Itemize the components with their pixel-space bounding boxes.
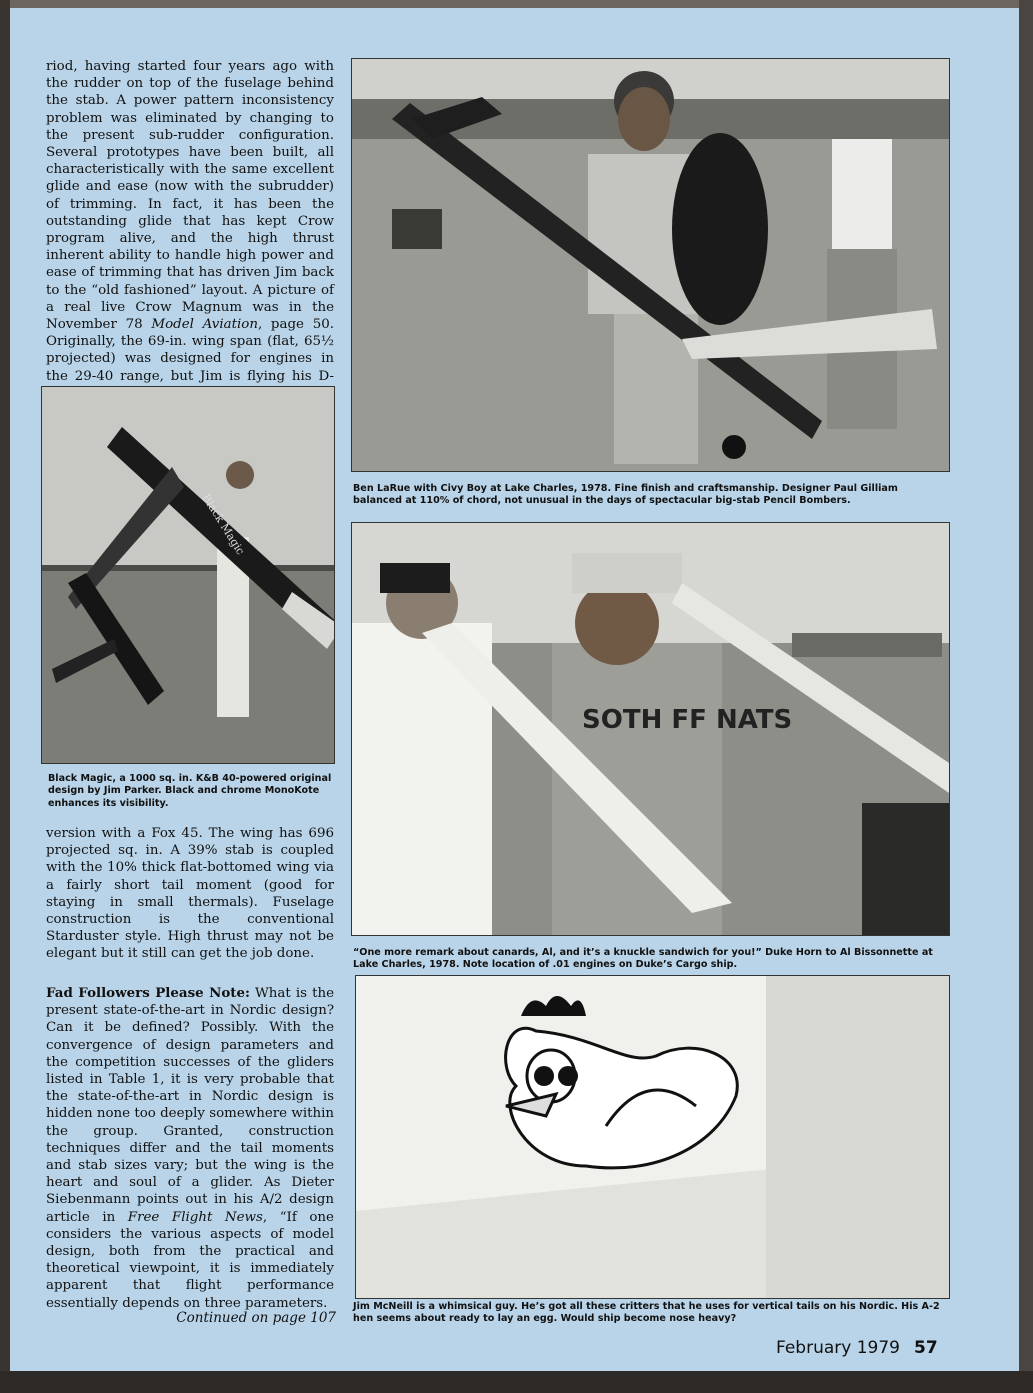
- body-text-bottom: [46, 985, 334, 1312]
- page-edge-left: [0, 0, 10, 1393]
- photo-jim-mcneill-hen: [355, 975, 950, 1299]
- page-edge-bottom: [0, 1371, 1033, 1393]
- caption-duke-horn: “One more remark about canards, Al, and it’s a knuckle sandwich for you!” Duke Horn to Al Bissonnette at Lake Charles, 1978. Note location of .01 engines on Duke’s Cargo ship.: [353, 947, 933, 971]
- photo-black-magic: [41, 386, 335, 764]
- page-number: 57: [914, 1338, 938, 1358]
- body-text-bottom-part2: , “If one considers the various aspects of model design, both from the practical and theoretical viewpoint, it is immediately apparent that flight performance essentially depends on three parameters.: [46, 1209, 334, 1311]
- issue-date: February 1979: [776, 1338, 900, 1358]
- body-text-top-part2: , page 50. Originally, the 69-in. wing span (flat, 65½ projected) was designed for engines in the 29-40 range, but Jim is flying his D-: [46, 317, 334, 384]
- body-text-top: [46, 58, 334, 402]
- section-lead-heading: Fad Followers Please Note:: [46, 985, 250, 1001]
- tshirt-lettering: SOTH FF NATS: [582, 705, 793, 735]
- page-edge-right: [1019, 0, 1033, 1393]
- caption-jim-mcneill: Jim McNeill is a whimsical guy. He’s got all these critters that he uses for vertical tails on his Nordic. His A-2 hen seems about ready to lay an egg. Would ship become nose heavy?: [353, 1301, 940, 1325]
- body-text-top-part1: riod, having started four years ago with the rudder on top of the fuselage behind the stab. A power pattern inconsistency problem was eliminated by changing to the present sub-rudder configuration. Several prototypes have been built, all characteristically with the same excellent glide and ease (now with the subrudder) of trimming. In fact, it has been the outstanding glide that has kept Crow program alive, and the high thrust inherent ability to handle high power and ease of trimming that has driven Jim back to the “old fashioned” layout. A picture of a real live Crow Magnum was in the November 78: [46, 59, 334, 333]
- continued-on-page: Continued on page 107: [176, 1310, 336, 1326]
- body-text-middle-para: version with a Fox 45. The wing has 696 projected sq. in. A 39% stab is coupled with the 10% thick flat-bottomed wing via a fairly short tail moment (good for staying in small thermals). Fuselage construction is the conventional Starduster style. High thrust may not be elegant but it still can get the job done.: [46, 826, 334, 962]
- body-text-bottom-part1: What is the present state-of-the-art in Nordic design? Can it be defined? Possibly. With the convergence of design parameters and the competition successes of the gliders listed in Table 1, it is very probable that the state-of-the-art in Nordic design is hidden none too deeply somewhere within the group. Granted, construction techniques differ and the tail moments and stab sizes vary; but the wing is the heart and soul of a glider. As Dieter Siebenmann points out in his A/2 design article in: [46, 986, 335, 1225]
- photo-duke-horn: [351, 522, 950, 936]
- black-magic-wing-lettering: Black Magic: [199, 491, 248, 558]
- page-edge-top: [0, 0, 1033, 8]
- publication-title-italic: Free Flight News: [127, 1209, 263, 1225]
- page-folio: [776, 1338, 938, 1358]
- magazine-title-italic: Model Aviation: [151, 317, 258, 333]
- photo-ben-larue: [351, 58, 950, 472]
- caption-ben-larue: Ben LaRue with Civy Boy at Lake Charles, 1978. Fine finish and craftsmanship. Designer Paul Gilliam balanced at 110% of chord, not unusual in the days of spectacular big-stab Pencil Bombers.: [353, 483, 898, 507]
- caption-black-magic: Black Magic, a 1000 sq. in. K&B 40-powered original design by Jim Parker. Black and chrome MonoKote enhances its visibility.: [48, 773, 332, 809]
- body-text-middle: [46, 825, 334, 963]
